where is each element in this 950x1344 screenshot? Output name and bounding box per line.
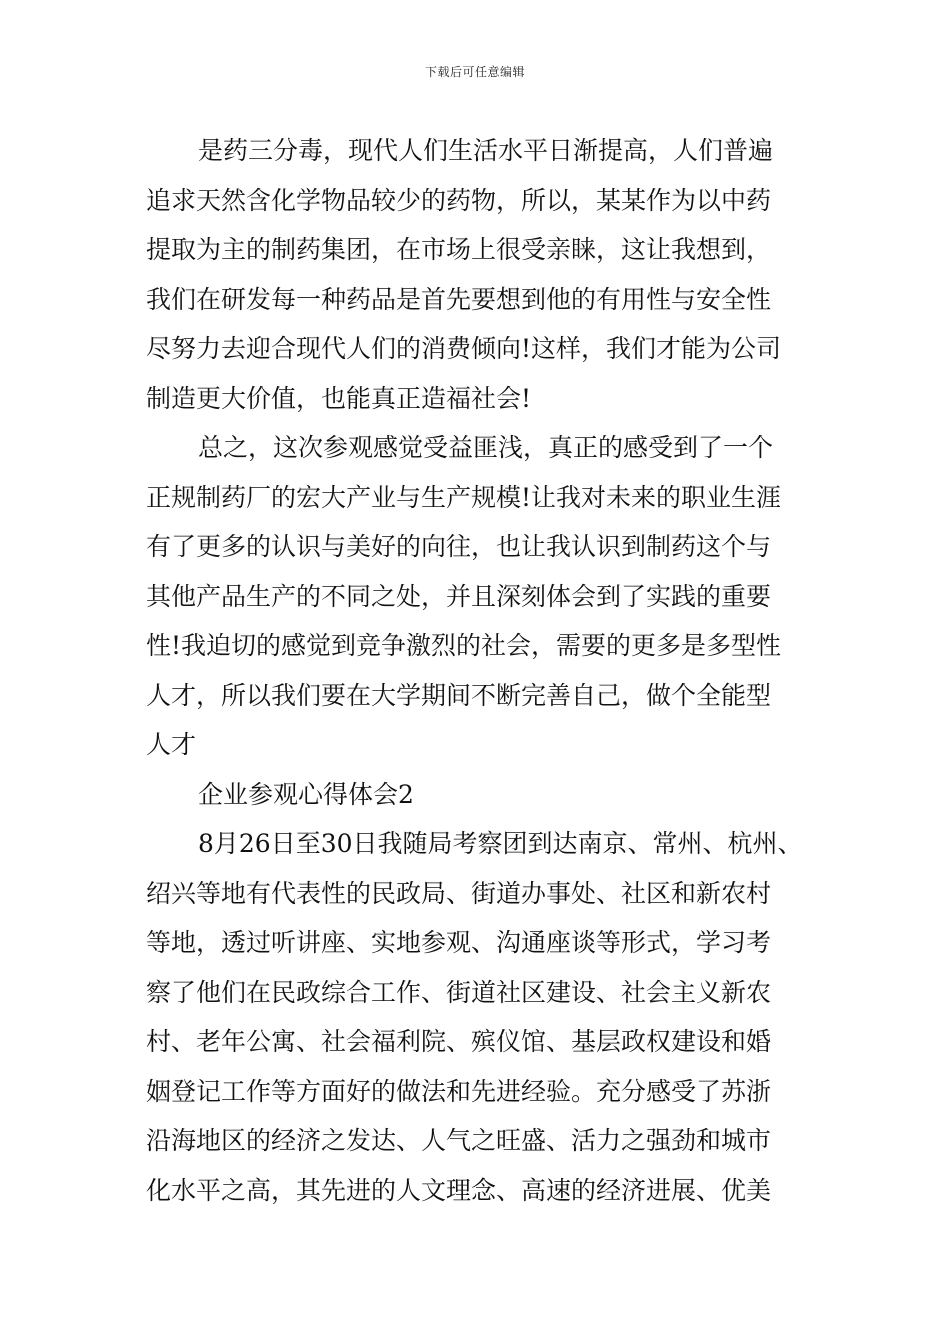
- text-line: 制造更大价值，也能真正造福社会!: [146, 383, 532, 413]
- text-line: 等地，透过听讲座、实地参观、沟通座谈等形式，学习考: [146, 928, 772, 957]
- text-line: 总之，这次参观感觉受益匪浅，真正的感受到了一个: [198, 433, 774, 462]
- text-line: 姻登记工作等方面好的做法和先进经验。充分感受了苏浙: [146, 1076, 772, 1106]
- text-line: 企业参观心得体会2: [198, 779, 414, 809]
- document-body: [146, 126, 816, 1215]
- text-line: 村、老年公寓、社会福利院、殡仪馆、基层政权建设和婚: [146, 1027, 772, 1056]
- text-line: 我们在研发每一种药品是首先要想到他的有用性与安全性: [146, 284, 772, 314]
- text-line: 尽努力去迎合现代人们的消费倾向!这样，我们才能为公司: [146, 334, 782, 363]
- text-line: 正规制药厂的宏大产业与生产规模!让我对未来的职业生涯: [146, 482, 782, 512]
- text-line: 有了更多的认识与美好的向往，也让我认识到制药这个与: [146, 532, 772, 561]
- text-line: 人才，所以我们要在大学期间不断完善自己，做个全能型: [146, 680, 772, 710]
- text-line: 绍兴等地有代表性的民政局、街道办事处、社区和新农村: [146, 878, 772, 908]
- text-line: 其他产品生产的不同之处，并且深刻体会到了实践的重要: [146, 581, 772, 611]
- text-line: 察了他们在民政综合工作、街道社区建设、社会主义新农: [146, 977, 772, 1007]
- text-line: 是药三分毒，现代人们生活水平日渐提高，人们普遍: [198, 136, 774, 165]
- text-line: 提取为主的制药集团，在市场上很受亲睐，这让我想到，: [146, 235, 772, 264]
- text-line: 化水平之高，其先进的人文理念、高速的经济进展、优美: [146, 1175, 772, 1205]
- text-line: 追求天然含化学物品较少的药物，所以，某某作为以中药: [146, 185, 772, 215]
- text-line: 8月26日至30日我随局考察团到达南京、常州、杭州、: [198, 829, 803, 858]
- text-line: 性!我迫切的感觉到竞争激烈的社会，需要的更多是多型性: [146, 631, 782, 660]
- text-line: 沿海地区的经济之发达、人气之旺盛、活力之强劲和城市: [146, 1126, 772, 1155]
- page-header: 下载后可任意编辑: [424, 65, 525, 79]
- text-line: 人才: [146, 730, 197, 759]
